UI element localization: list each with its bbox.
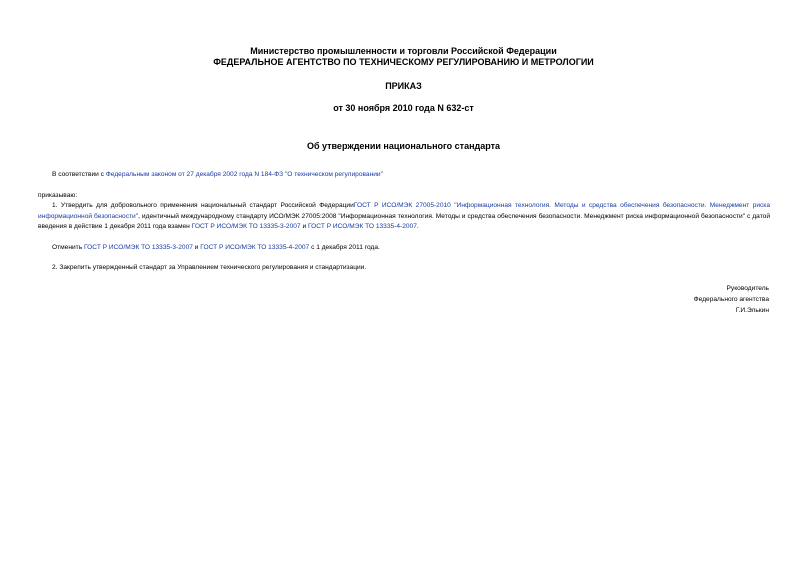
signature-agency: Федерального агентства <box>693 296 769 303</box>
cancel-gost-13335-3-link[interactable]: ГОСТ Р ИСО/МЭК ТО 13335-3-2007 <box>83 244 193 251</box>
ministry-heading: Министерство промышленности и торговли Российской Федерации <box>250 46 557 56</box>
signature-name: Г.И.Элькин <box>735 307 769 314</box>
document-type-heading: ПРИКАЗ <box>385 81 422 91</box>
item-1-text-b: , идентичный международному стандарту ИСО/МЭК 27005:2008 "Информационная технология. Методы и средства обеспечения безопасности. Менеджмент риска информационной безопасности" с датой введения в действие 1 декабря 2011 года взамен <box>38 212 770 230</box>
cancel-text-b: и <box>192 244 201 251</box>
cancel-text-c: с 1 декабря 2011 года. <box>309 244 380 251</box>
item-1-text-d: . <box>416 223 419 230</box>
item-1-paragraph <box>38 201 770 233</box>
date-number-heading: от 30 ноября 2010 года N 632-ст <box>333 103 474 113</box>
gost-13335-3-link[interactable]: ГОСТ Р ИСО/МЭК ТО 13335-3-2007 <box>191 223 301 230</box>
signature-title: Руководитель <box>726 285 769 292</box>
gost-27005-link[interactable]: ГОСТ Р ИСО/МЭК 27005-2010 "Информационная технология. Методы и средства обеспечения безопасности. Менеджмент риска информационной безопасности" <box>38 202 771 220</box>
gost-13335-4-link[interactable]: ГОСТ Р ИСО/МЭК ТО 13335-4-2007 <box>307 223 417 230</box>
agency-heading: ФЕДЕРАЛЬНОЕ АГЕНТСТВО ПО ТЕХНИЧЕСКОМУ РЕГУЛИРОВАНИЮ И МЕТРОЛОГИИ <box>213 57 594 67</box>
order-word: приказываю: <box>38 192 78 199</box>
cancel-text-a: Отменить <box>52 244 84 251</box>
preamble-prefix: В соответствии с <box>52 171 106 178</box>
cancel-gost-13335-4-link[interactable]: ГОСТ Р ИСО/МЭК ТО 13335-4-2007 <box>200 244 310 251</box>
subject-heading: Об утверждении национального стандарта <box>306 141 501 151</box>
preamble-paragraph <box>52 170 772 181</box>
cancel-paragraph <box>52 243 772 254</box>
item-1-text-c: и <box>300 223 308 230</box>
item-1-text-a: 1. Утвердить для добровольного применения национальный стандарт Российской Федерации <box>52 202 354 209</box>
item-2-paragraph: 2. Закрепить утвержденный стандарт за Управлением технического регулирования и стандартизации. <box>52 264 367 271</box>
federal-law-link[interactable]: Федеральным законом от 27 декабря 2002 года N 184-ФЗ "О техническом регулировании" <box>105 171 383 178</box>
